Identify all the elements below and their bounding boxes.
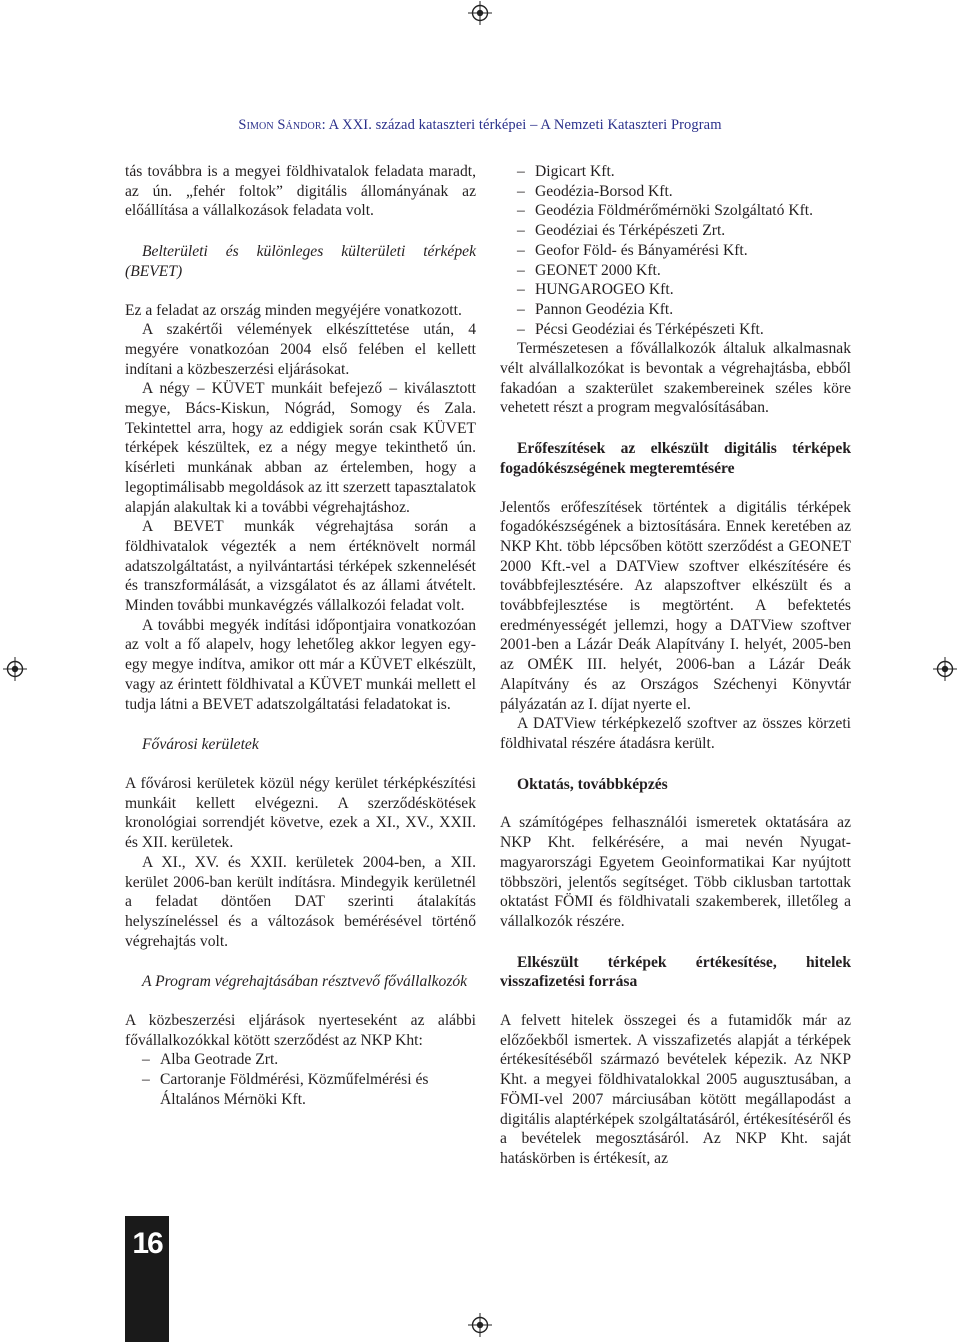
list-item: – Geodéziai és Térképészeti Zrt. [500, 221, 851, 241]
paragraph: A további megyék indítási időpontjaira vonatkozóan az volt a fő alapelv, hogy lehetőleg akkor legyen egy-egy megye indítva, amikor ott már a KÜVET elkészült, vagy az érintett földhivatal a KÜVET munkái mellett el tudja látni a BEVET adatszolgáltatási feladatokat is. [125, 616, 476, 713]
running-head-title: : A XXI. század kataszteri térképei – A Nemzeti Kataszteri Program [321, 117, 722, 133]
section-heading-training: Oktatás, továbbképzés [517, 775, 668, 793]
registration-mark-icon [932, 656, 958, 682]
contractor-list-continued [500, 162, 851, 339]
section-heading-efforts: Erőfeszítések az elkészült digitális térképek fogadókészségének megteremtésére [500, 440, 851, 477]
registration-mark-icon [467, 0, 493, 26]
section-heading-sales: Elkészült térképek értékesítése, hitelek visszafizetési forrása [500, 953, 851, 991]
list-item: – HUNGAROGEO Kft. [500, 280, 851, 300]
page-number-tab [125, 1216, 169, 1342]
paragraph: Ez a feladat az ország minden megyéjére vonatkozott. [125, 301, 462, 319]
paragraph: A BEVET munkák végrehajtása során a földhivatalok végezték a nem értéknövelt normál adatszolgáltatást, a nyilvántartási térképek szkennelését és transzformálását, a vizsgálatot és az állami átvételt. Minden további munkavégzés vállalkozói feladat volt. [125, 518, 476, 615]
list-item: – Pécsi Geodéziai és Térképészeti Kft. [500, 320, 851, 340]
paragraph: A fővárosi kerületek közül négy kerület térképkészítési munkáit kellett elvégezni. A szerződéskötések kronológiai sorrendjét követve, ezek a XI., XV., XXII. és XII. kerületek. [125, 774, 476, 852]
list-item: – Cartoranje Földmérési, Közműfelmérési és Általános Mérnöki Kft. [125, 1070, 476, 1109]
paragraph: A XI., XV. és XXII. kerületek 2004-ben, a XII. kerület 2006-ban került indításra. Mindegyik kerületnél a feladat döntően DAT szerinti átalakítás helyszíneléssel és a változások bemérésével történő végrehajtás volt. [125, 853, 476, 950]
paragraph: tás továbbra is a megyei földhivatalok feladata maradt, az ún. „fehér foltok” digitális állományának az előállítása a vállalkozások feladata volt. [125, 163, 476, 220]
list-item: – Geodézia-Borsod Kft. [500, 182, 851, 202]
page-number: 16 [132, 1227, 162, 1260]
right-column [500, 162, 851, 1169]
section-heading-bevet: Belterületi és különleges külterületi térképek (BEVET) [125, 243, 476, 280]
paragraph: A felvett hitelek összegei és a futamidők már az előzőekből ismertek. A visszafizetés alapját a térképek értékesítéséből származó bevételek képezik. Az NKP Kht. a megyei földhivatalokkal 2005 augusztusában, a FÖMI-vel 2007 márciusában kötött megállapodást a digitális alaptérképek szolgáltatásáról, értékesítéséről és a bevételek megosztásáról. Az NKP Kht. saját hatáskörben is értékesít, az [500, 1012, 851, 1167]
section-heading-fovarosi: Fővárosi kerületek [142, 736, 259, 754]
contractor-list [125, 1050, 476, 1109]
paragraph: Természetesen a fővállalkozók általuk alkalmasnak vélt alvállalkozókat is bevontak a végrehajtásba, ebből fakadóan a szakterület szakembereinek széles köre vehetett részt a program megvalósításában. [500, 340, 851, 417]
registration-mark-icon [467, 1312, 493, 1338]
registration-mark-icon [2, 656, 28, 682]
paragraph: A közbeszerzési eljárások nyerteseként az alábbi fővállalkozókkal kötött szerződést az NKP Kht: [125, 1012, 476, 1049]
list-item: – GEONET 2000 Kft. [500, 261, 851, 281]
list-item: – Geodézia Földmérőmérnöki Szolgáltató Kft. [500, 201, 851, 221]
paragraph: Jelentős erőfeszítések történtek a digitális térképek fogadókészségének a biztosítására. Ennek keretében az NKP Kht. több lépcsőben kötött szerződést a GEONET 2000 Kft.-vel a DATView szoftver elkészítésére és továbbfejlesztésére. Az alapszoftver elkészült és a továbbfejlesztése is megtörtént. A befektetés eredményességét jellemzi, hogy a DATView szoftver 2001-ben a Lázár Deák Alapítvány I. helyét, 2005-ben az OMÉK III. helyét, 2006-ban a Lázár Deák Alapítvány és az Országos Széchenyi Könyvtár pályázatán az I. díjat nyerte el. [500, 498, 851, 713]
running-head-author: Simon Sándor [238, 117, 322, 133]
paragraph: A szakértői vélemények elkészíttetése után, 4 megyére vonatkozóan 2004 első felében el kellett indítani a közbeszerzési eljárásokat. [125, 321, 476, 378]
paragraph: A négy – KÜVET munkáit befejező – kiválasztott megye, Bács-Kiskun, Nógrád, Somogy és Zala. Tekintettel arra, hogy az eddigiek során csak KÜVET térképek készültek, ez a négy megye tekinthető ún. kísérleti munkának abban az értelemben, hogy a legoptimálisabb megoldások az itt szerzett tapasztalatok alapján alakultak ki a további végrehajtáshoz. [125, 380, 476, 516]
left-column [125, 162, 476, 1110]
running-head [0, 117, 960, 134]
section-heading-program: A Program végrehajtásában résztvevő fővállalkozók [142, 973, 468, 991]
list-item: – Digicart Kft. [500, 162, 851, 182]
paragraph: A számítógépes felhasználói ismeretek oktatására az NKP Kht. felkérésére, a mai nevén Nyugat-magyarországi Egyetem Geoinformatikai Kar nyújtott többszöri, jelentős segítséget. Több ciklusban tartottak oktatást FÖMI és földhivatali szakemberek, illetőleg a vállalkozók részére. [500, 814, 851, 930]
list-item: – Geofor Föld- és Bányamérési Kft. [500, 241, 851, 261]
paragraph: A DATView térképkezelő szoftver az összes körzeti földhivatal részére átadásra került. [500, 715, 851, 752]
list-item: – Alba Geotrade Zrt. [125, 1050, 476, 1070]
list-item: – Pannon Geodézia Kft. [500, 300, 851, 320]
